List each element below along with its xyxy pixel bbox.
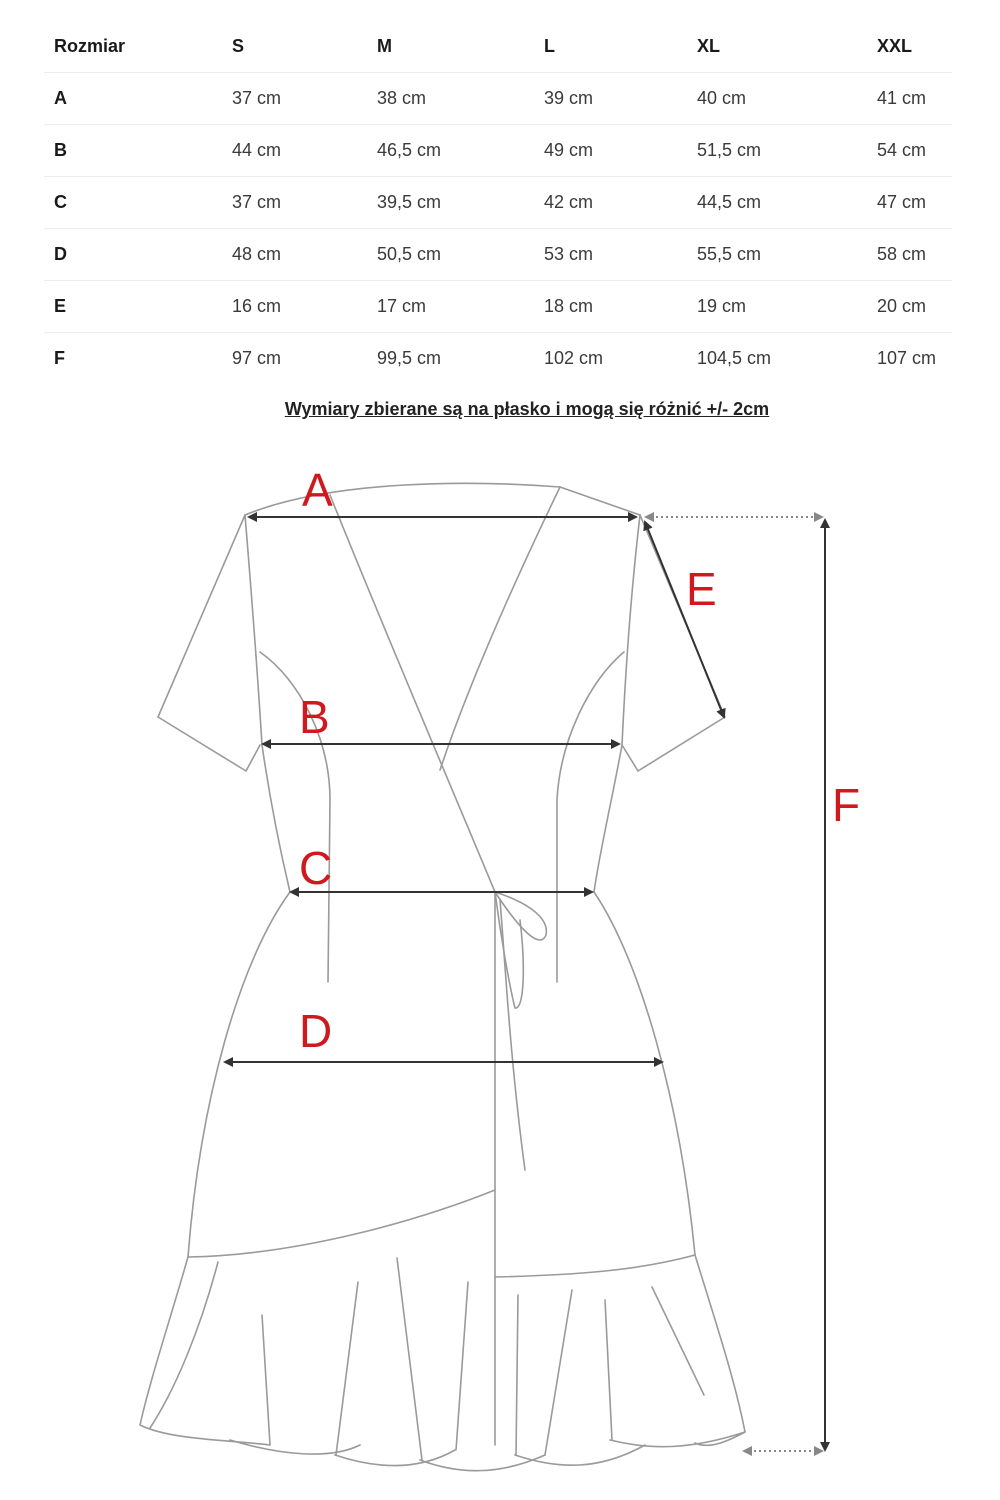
- table-cell: 51,5 cm: [687, 125, 867, 177]
- dress-diagram: [0, 440, 1000, 1500]
- measure-label-b: B: [299, 691, 330, 743]
- table-cell: 50,5 cm: [367, 229, 534, 281]
- table-cell: 44,5 cm: [687, 177, 867, 229]
- table-cell: 19 cm: [687, 281, 867, 333]
- table-cell: 54 cm: [867, 125, 952, 177]
- table-cell: 17 cm: [367, 281, 534, 333]
- row-label: B: [44, 125, 222, 177]
- dress-outline-icon: [140, 483, 745, 1470]
- row-label: F: [54, 348, 65, 368]
- table-cell: 58 cm: [867, 229, 952, 281]
- table-row: [44, 333, 952, 385]
- table-cell: 44 cm: [222, 125, 367, 177]
- table-cell: 55,5 cm: [687, 229, 867, 281]
- table-cell: 49 cm: [534, 125, 687, 177]
- table-cell: 53 cm: [534, 229, 687, 281]
- table-cell: 48 cm: [222, 229, 367, 281]
- column-header: S: [222, 20, 367, 73]
- row-label: C: [44, 177, 222, 229]
- table-row: [44, 73, 952, 125]
- table-cell: 42 cm: [534, 177, 687, 229]
- column-header: XXL: [867, 20, 952, 73]
- table-cell: 46,5 cm: [367, 125, 534, 177]
- column-header: Rozmiar: [44, 20, 222, 73]
- table-cell: 107 cm: [877, 348, 937, 368]
- table-cell: 20 cm: [867, 281, 952, 333]
- table-cell: 97 cm: [232, 348, 282, 368]
- table-cell: 37 cm: [222, 73, 367, 125]
- measure-label-e: E: [686, 563, 717, 615]
- column-header: M: [367, 20, 534, 73]
- table-header-row: [44, 20, 952, 73]
- table-cell: 16 cm: [222, 281, 367, 333]
- table-cell: 41 cm: [867, 73, 952, 125]
- table-cell: 47 cm: [867, 177, 952, 229]
- measure-label-d: D: [299, 1005, 333, 1057]
- table-cell: 40 cm: [687, 73, 867, 125]
- table-cell: 102 cm: [544, 348, 604, 368]
- table-cell: 38 cm: [367, 73, 534, 125]
- table-cell: 39 cm: [534, 73, 687, 125]
- table-cell: 99,5 cm: [377, 348, 442, 368]
- row-label: A: [44, 73, 222, 125]
- measure-e-arrow: [645, 522, 724, 717]
- table-row: [44, 125, 952, 177]
- column-header: XL: [687, 20, 867, 73]
- table-cell: 39,5 cm: [367, 177, 534, 229]
- table-cell: 104,5 cm: [697, 348, 772, 368]
- size-table: [44, 20, 952, 384]
- measure-label-f: F: [832, 779, 861, 831]
- table-row: [44, 177, 952, 229]
- column-header: L: [534, 20, 687, 73]
- measurement-note: Wymiary zbierane są na płasko i mogą się różnić +/- 2cm: [284, 399, 770, 419]
- row-label: D: [44, 229, 222, 281]
- row-label: E: [44, 281, 222, 333]
- table-cell: 37 cm: [222, 177, 367, 229]
- table-row: [44, 281, 952, 333]
- table-cell: 18 cm: [534, 281, 687, 333]
- measure-label-c: C: [299, 842, 333, 894]
- measure-label-a: A: [302, 464, 333, 516]
- table-row: [44, 229, 952, 281]
